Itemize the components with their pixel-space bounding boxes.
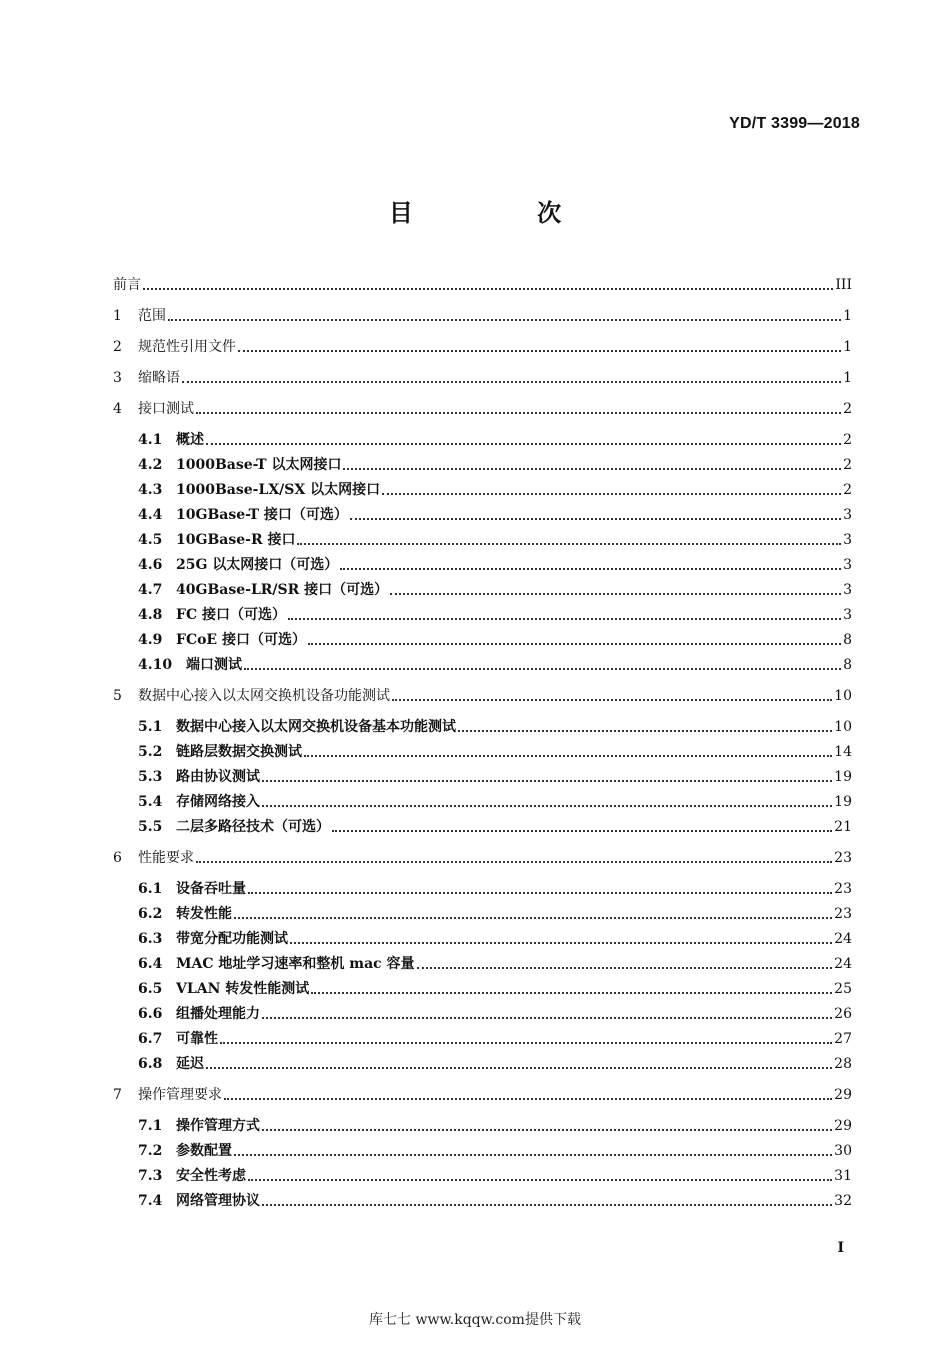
toc-entry-number: 6.2 — [138, 906, 163, 922]
toc-entry-number: 5 — [113, 688, 122, 704]
toc-entry-number: 4.2 — [138, 457, 163, 473]
toc-entry-number: 4 — [113, 401, 122, 417]
toc-entry-label: 参数配置 — [176, 1143, 232, 1159]
toc-entry-page: 27 — [834, 1031, 852, 1047]
toc-entry-page: 19 — [834, 769, 852, 785]
toc-entry-page: 28 — [834, 1056, 852, 1072]
toc-entry-label: 二层多路径技术（可选） — [176, 819, 330, 835]
toc-entry[interactable] — [138, 712, 852, 736]
dot-leader — [234, 917, 832, 919]
toc-entry[interactable] — [138, 924, 852, 948]
toc-entry[interactable] — [138, 1024, 852, 1048]
toc-entry-label: FCoE 接口（可选） — [176, 632, 306, 648]
toc-entry-number: 6.4 — [138, 956, 163, 972]
toc-entry-number: 4.5 — [138, 532, 163, 548]
toc-entry-number: 7.2 — [138, 1143, 163, 1159]
toc-entry-page: 23 — [834, 906, 852, 922]
dot-leader — [332, 830, 832, 832]
standard-code: YD/T 3399—2018 — [729, 115, 860, 132]
toc-entry-label: 数据中心接入以太网交换机设备基本功能测试 — [176, 719, 456, 735]
toc-entry-page: 10 — [834, 719, 852, 735]
toc-entry-number: 6.1 — [138, 881, 163, 897]
toc-entry-label: 带宽分配功能测试 — [176, 931, 288, 947]
dot-leader — [262, 1129, 832, 1131]
toc-entry-label: 转发性能 — [176, 906, 232, 922]
page-number: I — [837, 1240, 844, 1256]
dot-leader — [248, 1179, 832, 1181]
toc-entry-number: 7.1 — [138, 1118, 163, 1134]
toc-entry-label: 安全性考虑 — [176, 1168, 246, 1184]
toc-entry-page: 1 — [843, 339, 852, 355]
toc-entry-number: 6.8 — [138, 1056, 163, 1072]
toc-entry-page: 29 — [834, 1118, 852, 1134]
page-title: 目 次 — [388, 199, 620, 227]
dot-leader — [244, 668, 841, 670]
toc-entry[interactable] — [138, 737, 852, 761]
toc-entry-number: 5.4 — [138, 794, 163, 810]
toc-entry-page: 24 — [834, 956, 852, 972]
dot-leader — [196, 412, 841, 414]
toc-entry-number: 7 — [113, 1087, 122, 1103]
toc-entry-label: 存储网络接入 — [176, 794, 260, 810]
toc-entry-label: 范围 — [138, 308, 166, 324]
toc-entry-page: III — [835, 277, 852, 293]
toc-entry-label: 端口测试 — [186, 657, 242, 673]
dot-leader — [390, 593, 841, 595]
toc-entry[interactable] — [138, 762, 852, 786]
toc-entry[interactable] — [138, 525, 852, 549]
toc-entry[interactable] — [138, 974, 852, 998]
toc-entry-page: 26 — [834, 1006, 852, 1022]
toc-entry-label: 缩略语 — [138, 370, 180, 386]
toc-entry-label: 概述 — [176, 432, 204, 448]
toc-entry-page: 8 — [843, 657, 852, 673]
dot-leader — [143, 288, 833, 290]
toc-entry[interactable] — [113, 301, 852, 325]
dot-leader — [262, 805, 832, 807]
toc-entry[interactable] — [138, 650, 852, 674]
toc-entry-label: 设备吞吐量 — [176, 881, 246, 897]
toc-entry-label: 组播处理能力 — [176, 1006, 260, 1022]
toc-entry-label: 1000Base-LX/SX 以太网接口 — [176, 482, 381, 498]
toc-entry[interactable] — [138, 1111, 852, 1135]
toc-entry[interactable] — [138, 949, 852, 973]
toc-entry-label: VLAN 转发性能测试 — [176, 981, 310, 997]
toc-entry-label: 操作管理方式 — [176, 1118, 260, 1134]
toc-entry-number: 2 — [113, 339, 122, 355]
toc-entry[interactable] — [138, 999, 852, 1023]
toc-entry[interactable] — [138, 425, 852, 449]
dot-leader — [238, 350, 841, 352]
dot-leader — [304, 755, 832, 757]
toc-entry-number: 4.7 — [138, 582, 163, 598]
toc-entry[interactable] — [138, 1049, 852, 1073]
toc-entry-number: 4.10 — [138, 657, 173, 673]
toc-entry-number: 6 — [113, 850, 122, 866]
dot-leader — [288, 618, 841, 620]
toc-entry-label: FC 接口（可选） — [176, 607, 286, 623]
dot-leader — [234, 1154, 832, 1156]
toc-entry-label: 可靠性 — [176, 1031, 218, 1047]
toc-entry-label: 接口测试 — [138, 401, 194, 417]
toc-entry-number: 5.1 — [138, 719, 163, 735]
toc-entry-number: 5.2 — [138, 744, 163, 760]
dot-leader — [343, 468, 841, 470]
toc-entry[interactable] — [138, 450, 852, 474]
toc-entry-label: 数据中心接入以太网交换机设备功能测试 — [138, 688, 390, 704]
toc-entry-label: 网络管理协议 — [176, 1193, 260, 1209]
download-footer: 库七七 www.kqqw.com提供下载 — [369, 1312, 581, 1328]
toc-entry[interactable] — [113, 843, 852, 867]
toc-entry-page: 19 — [834, 794, 852, 810]
toc-entry-label: 前言 — [113, 277, 141, 293]
toc-entry-page: 1 — [843, 308, 852, 324]
toc-entry-page: 3 — [843, 507, 852, 523]
dot-leader — [196, 861, 832, 863]
toc-entry-page: 32 — [834, 1193, 852, 1209]
toc-entry[interactable] — [138, 575, 852, 599]
toc-entry[interactable] — [138, 500, 852, 524]
dot-leader — [206, 443, 841, 445]
toc-entry-number: 4.3 — [138, 482, 163, 498]
toc-entry-label: 链路层数据交换测试 — [176, 744, 302, 760]
dot-leader — [182, 381, 841, 383]
toc-entry[interactable] — [138, 812, 852, 836]
toc-entry-page: 3 — [843, 557, 852, 573]
toc-entry-label: 25G 以太网接口（可选） — [176, 557, 339, 573]
toc-entry[interactable] — [138, 600, 852, 624]
toc-entry-number: 3 — [113, 370, 122, 386]
toc-entry-label: 40GBase-LR/SR 接口（可选） — [176, 582, 389, 598]
toc-entry[interactable] — [138, 1136, 852, 1160]
dot-leader — [290, 942, 832, 944]
toc-entry-number: 1 — [113, 308, 122, 324]
toc-entry-page: 1 — [843, 370, 852, 386]
toc-entry-number: 7.4 — [138, 1193, 163, 1209]
dot-leader — [458, 730, 832, 732]
toc-entry[interactable] — [113, 394, 852, 418]
toc-entry-label: 延迟 — [176, 1056, 204, 1072]
dot-leader — [206, 1067, 832, 1069]
toc-entry-page: 2 — [843, 401, 852, 417]
toc-entry-number: 5.3 — [138, 769, 163, 785]
dot-leader — [297, 543, 841, 545]
toc-entry-page: 3 — [843, 532, 852, 548]
toc-entry[interactable] — [138, 899, 852, 923]
toc-entry-number: 4.1 — [138, 432, 163, 448]
toc-entry[interactable] — [113, 681, 852, 705]
toc-entry-label: 性能要求 — [138, 850, 194, 866]
toc-entry-page: 2 — [843, 457, 852, 473]
toc-entry-number: 6.7 — [138, 1031, 163, 1047]
toc-entry[interactable] — [138, 874, 852, 898]
toc-entry-label: MAC 地址学习速率和整机 mac 容量 — [176, 956, 415, 972]
toc-entry[interactable] — [113, 363, 852, 387]
dot-leader — [220, 1042, 832, 1044]
toc-entry-number: 5.5 — [138, 819, 163, 835]
toc-entry[interactable] — [113, 270, 852, 294]
toc-entry[interactable] — [138, 1161, 852, 1185]
dot-leader — [224, 1098, 832, 1100]
toc-entry-page: 3 — [843, 582, 852, 598]
toc-entry-number: 4.4 — [138, 507, 163, 523]
dot-leader — [417, 967, 833, 969]
dot-leader — [168, 319, 841, 321]
toc-entry[interactable] — [113, 1080, 852, 1104]
toc-entry-number: 4.6 — [138, 557, 163, 573]
toc-entry-number: 6.5 — [138, 981, 163, 997]
toc-entry-number: 6.6 — [138, 1006, 163, 1022]
toc-entry-number: 7.3 — [138, 1168, 163, 1184]
dot-leader — [308, 643, 841, 645]
toc-entry-page: 25 — [834, 981, 852, 997]
toc-entry-label: 操作管理要求 — [138, 1087, 222, 1103]
toc-entry-page: 31 — [834, 1168, 852, 1184]
toc-entry-number: 4.9 — [138, 632, 163, 648]
dot-leader — [262, 780, 832, 782]
toc-entry[interactable] — [138, 1186, 852, 1210]
toc-entry-page: 2 — [843, 432, 852, 448]
dot-leader — [262, 1204, 832, 1206]
dot-leader — [392, 699, 832, 701]
toc-entry[interactable] — [138, 625, 852, 649]
dot-leader — [382, 493, 841, 495]
toc-entry[interactable] — [138, 550, 852, 574]
toc-entry-label: 1000Base-T 以太网接口 — [176, 457, 342, 473]
toc-entry[interactable] — [138, 787, 852, 811]
toc-entry-page: 2 — [843, 482, 852, 498]
toc-entry-page: 14 — [834, 744, 852, 760]
toc-entry-label: 10GBase-R 接口 — [176, 532, 296, 548]
dot-leader — [350, 518, 841, 520]
dot-leader — [311, 992, 832, 994]
dot-leader — [262, 1017, 832, 1019]
toc-entry-page: 23 — [834, 881, 852, 897]
toc-entry-page: 30 — [834, 1143, 852, 1159]
dot-leader — [340, 568, 841, 570]
toc-entry-label: 规范性引用文件 — [138, 339, 236, 355]
toc-entry-number: 6.3 — [138, 931, 163, 947]
toc-entry-page: 21 — [834, 819, 852, 835]
toc-entry-label: 路由协议测试 — [176, 769, 260, 785]
toc-entry-page: 8 — [843, 632, 852, 648]
toc-entry[interactable] — [138, 475, 852, 499]
toc-entry-page: 29 — [834, 1087, 852, 1103]
toc-entry[interactable] — [113, 332, 852, 356]
toc-entry-page: 23 — [834, 850, 852, 866]
toc-entry-page: 10 — [834, 688, 852, 704]
toc-entry-page: 24 — [834, 931, 852, 947]
dot-leader — [248, 892, 832, 894]
toc-entry-number: 4.8 — [138, 607, 163, 623]
toc-entry-page: 3 — [843, 607, 852, 623]
toc-entry-label: 10GBase-T 接口（可选） — [176, 507, 348, 523]
